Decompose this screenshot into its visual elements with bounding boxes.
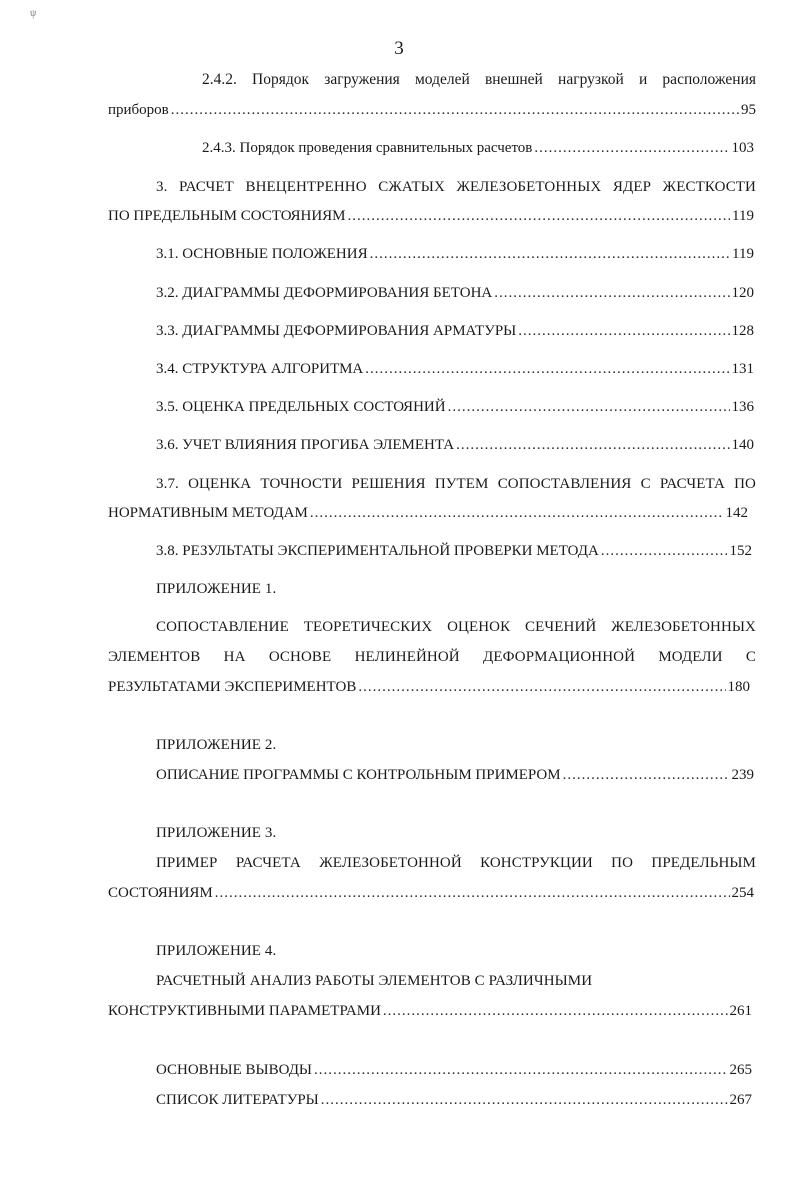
appendix-1-line2: ЭЛЕМЕНТОВ НА ОСНОВЕ НЕЛИНЕЙНОЙ ДЕФОРМАЦИОННОЙ МОДЕЛИ С [108,649,756,665]
leader-dots [365,359,729,379]
toc-page: 103 [731,140,754,156]
leader-dots [534,138,729,158]
leader-dots [494,283,729,303]
toc-2-4-2-line1: 2.4.2. Порядок загружения моделей внешней нагрузкой и расположения [202,71,756,88]
toc-entry-title: СПИСОК ЛИТЕРАТУРЫ [156,1092,319,1108]
toc-entry-title: ОСНОВНЫЕ ВЫВОДЫ [156,1062,313,1078]
page-number: 3 [394,38,404,59]
toc-entry-title: 3.2. ДИАГРАММЫ ДЕФОРМИРОВАНИЯ БЕТОНА [156,285,493,301]
toc-entry-2-4-3[interactable] [202,138,754,158]
toc-entry-title: КОНСТРУКТИВНЫМИ ПАРАМЕТРАМИ [108,1003,381,1019]
toc-entry-3-2[interactable] [156,283,754,303]
toc-entry-appendix-2[interactable] [156,765,754,785]
toc-entry-appendix-1[interactable] [108,677,750,697]
toc-page: 128 [731,323,754,339]
leader-dots [215,883,730,903]
leader-dots [314,1060,727,1080]
toc-entry-title: 2.4.3. Порядок проведения сравнительных расчетов [202,140,533,156]
toc-entry-3-4[interactable] [156,359,754,379]
toc-page: 140 [731,437,754,453]
toc-page: 254 [731,885,754,901]
appendix-3-line1: ПРИМЕР РАСЧЕТА ЖЕЛЕЗОБЕТОННОЙ КОНСТРУКЦИИ ПО ПРЕДЕЛЬНЫМ [156,855,756,871]
toc-entry-title: 3.5. ОЦЕНКА ПРЕДЕЛЬНЫХ СОСТОЯНИЙ [156,399,446,415]
leader-dots [518,321,729,341]
appendix-1-line1: СОПОСТАВЛЕНИЕ ТЕОРЕТИЧЕСКИХ ОЦЕНОК СЕЧЕНИЙ ЖЕЛЕЗОБЕТОННЫХ [156,619,756,635]
corner-mark: ψ [30,8,37,19]
leader-dots [383,1001,728,1021]
toc-page: 261 [729,1003,752,1019]
toc-entry-3[interactable] [108,206,754,226]
appendix-4-heading: ПРИЛОЖЕНИЕ 4. [156,943,277,959]
toc-entry-2-4-2[interactable] [108,100,756,120]
leader-dots [348,206,731,226]
toc-entry-title: 3.3. ДИАГРАММЫ ДЕФОРМИРОВАНИЯ АРМАТУРЫ [156,323,517,339]
toc-entry-title: 3.4. СТРУКТУРА АЛГОРИТМА [156,361,364,377]
appendix-2-heading: ПРИЛОЖЕНИЕ 2. [156,737,277,753]
toc-3-line1: 3. РАСЧЕТ ВНЕЦЕНТРЕННО СЖАТЫХ ЖЕЛЕЗОБЕТОННЫХ ЯДЕР ЖЕСТКОСТИ [156,179,756,195]
toc-entry-3-6[interactable] [156,435,754,455]
toc-entry-title: 3.6. УЧЕТ ВЛИЯНИЯ ПРОГИБА ЭЛЕМЕНТА [156,437,455,453]
appendix-1-heading: ПРИЛОЖЕНИЕ 1. [156,581,277,597]
toc-page: 119 [732,208,754,224]
toc-entry-title: ПО ПРЕДЕЛЬНЫМ СОСТОЯНИЯМ [108,208,346,224]
toc-entry-title: НОРМАТИВНЫМ МЕТОДАМ [108,505,308,521]
toc-entry-3-5[interactable] [156,397,754,417]
toc-entry-title: РЕЗУЛЬТАТАМИ ЭКСПЕРИМЕНТОВ [108,679,357,695]
leader-dots [310,503,724,523]
leader-dots [563,765,730,785]
leader-dots [321,1090,728,1110]
toc-page: 239 [731,767,754,783]
leader-dots [601,541,728,561]
appendix-3-heading: ПРИЛОЖЕНИЕ 3. [156,825,277,841]
toc-entry-3-3[interactable] [156,321,754,341]
toc-page: 120 [731,285,754,301]
toc-page: 180 [727,679,750,695]
toc-page: 119 [732,246,754,262]
leader-dots [448,397,730,417]
leader-dots [358,677,725,697]
toc-entry-title: приборов [108,102,169,118]
toc-page: 136 [731,399,754,415]
toc-page: 152 [729,543,752,559]
leader-dots [370,244,730,264]
toc-entry-title: 3.8. РЕЗУЛЬТАТЫ ЭКСПЕРИМЕНТАЛЬНОЙ ПРОВЕРКИ МЕТОДА [156,543,599,559]
toc-entry-references[interactable] [156,1090,752,1110]
toc-entry-title: СОСТОЯНИЯМ [108,885,213,901]
toc-3-7-line1: 3.7. ОЦЕНКА ТОЧНОСТИ РЕШЕНИЯ ПУТЕМ СОПОСТАВЛЕНИЯ С РАСЧЕТА ПО [156,476,756,492]
toc-page: 142 [725,505,748,521]
toc-entry-appendix-3[interactable] [108,883,754,903]
toc-entry-appendix-4[interactable] [108,1001,752,1021]
toc-entry-3-8[interactable] [156,541,752,561]
leader-dots [171,100,739,120]
leader-dots [456,435,729,455]
toc-entry-title: 3.1. ОСНОВНЫЕ ПОЛОЖЕНИЯ [156,246,368,262]
toc-page: 265 [729,1062,752,1078]
toc-page: 131 [731,361,754,377]
toc-entry-conclusions[interactable] [156,1060,752,1080]
toc-entry-3-1[interactable] [156,244,754,264]
toc-page: 267 [729,1092,752,1108]
toc-page: 95 [741,102,756,118]
toc-entry-3-7[interactable] [108,503,748,523]
appendix-4-line1: РАСЧЕТНЫЙ АНАЛИЗ РАБОТЫ ЭЛЕМЕНТОВ С РАЗЛИЧНЫМИ [156,973,593,989]
toc-entry-title: ОПИСАНИЕ ПРОГРАММЫ С КОНТРОЛЬНЫМ ПРИМЕРОМ [156,767,561,783]
